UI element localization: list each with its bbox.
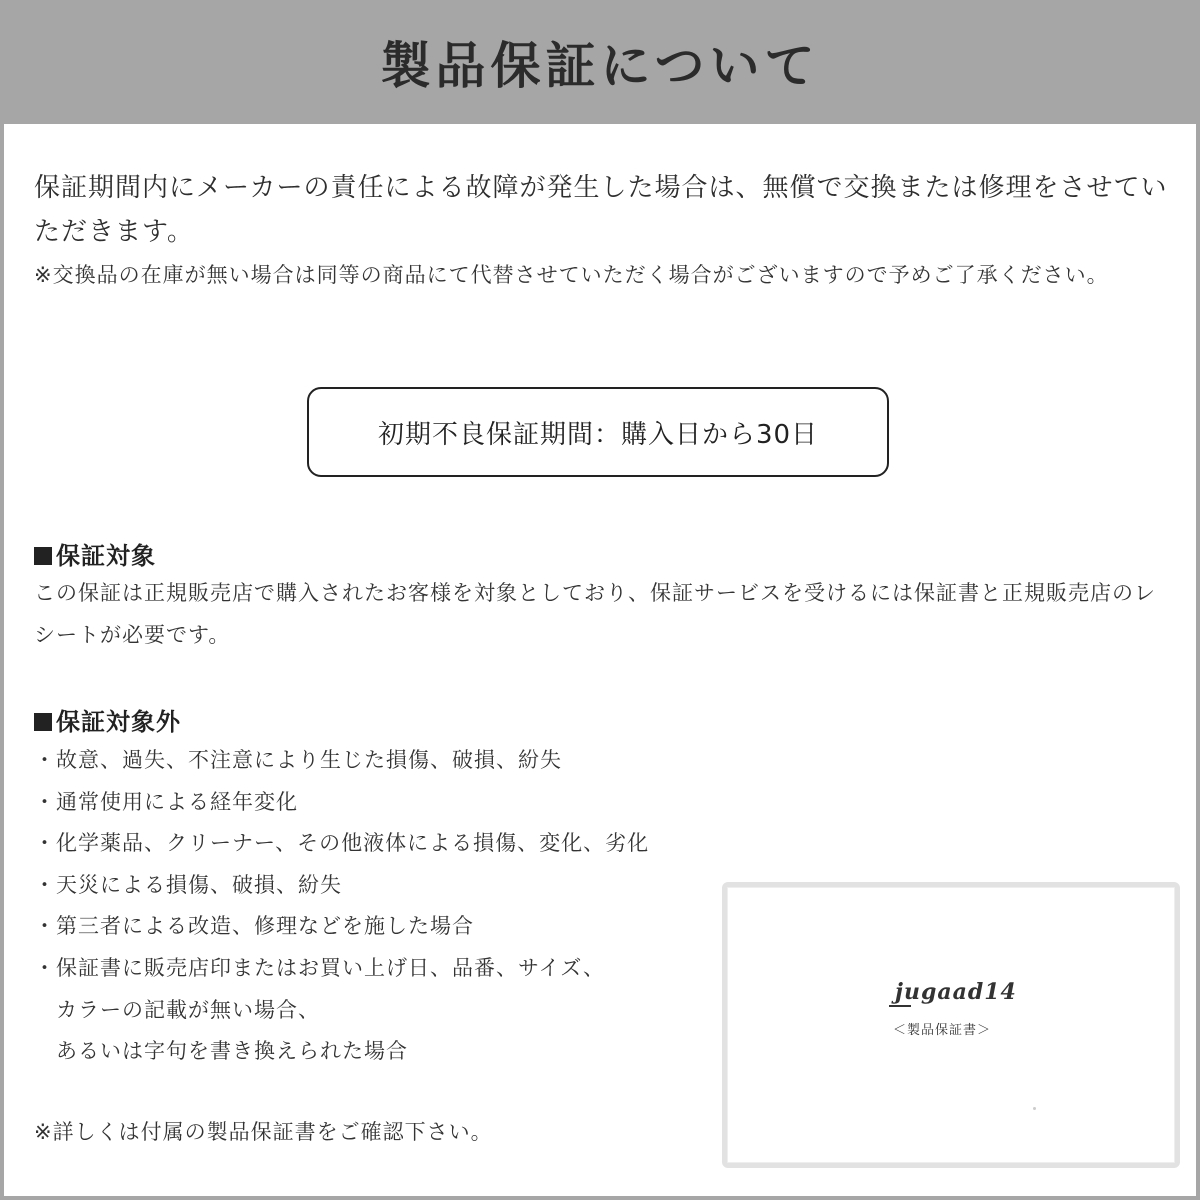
intro-text: 保証期間内にメーカーの責任による故障が発生した場合は、無償で交換または修理をさせていただきます。 bbox=[34, 173, 1168, 247]
excluded-title-text: 保証対象外 bbox=[56, 708, 181, 736]
covered-text: この保証は正規販売店で購入されたお客様を対象としており、保証サービスを受けるには保証書と正規販売店のレシートが必要です。 bbox=[34, 581, 1156, 647]
covered-section-title bbox=[34, 536, 156, 571]
list-item: カラーの記載が無い場合、 bbox=[34, 997, 320, 1022]
content-panel bbox=[4, 124, 1196, 1196]
footnote: ※詳しくは付属の製品保証書をご確認下さい。 bbox=[34, 1120, 493, 1144]
list-item: あるいは字句を書き換えられた場合 bbox=[34, 1039, 408, 1064]
list-item: ・保証書に販売店印またはお買い上げ日、品番、サイズ、 bbox=[34, 955, 605, 980]
warranty-period-text: 初期不良保証期間：購入日から30日 bbox=[377, 419, 819, 450]
warranty-card-image bbox=[722, 882, 1180, 1168]
page-header bbox=[0, 0, 1200, 124]
warranty-period-box bbox=[307, 387, 889, 477]
excluded-section-title bbox=[34, 702, 181, 737]
speck bbox=[1033, 1107, 1036, 1110]
page-title: 製品保証について bbox=[380, 37, 820, 95]
brand-logo: jugaad14 bbox=[895, 979, 1017, 1005]
logo-underline bbox=[889, 1005, 911, 1007]
covered-title-text: 保証対象 bbox=[56, 542, 156, 570]
square-bullet-icon bbox=[34, 547, 52, 565]
list-item: ・通常使用による経年変化 bbox=[34, 789, 298, 814]
warranty-card-subtitle: ＜製品保証書＞ bbox=[893, 1023, 992, 1038]
list-item: ・化学薬品、クリーナー、その他液体による損傷、変化、劣化 bbox=[34, 831, 650, 856]
intro-note: ※交換品の在庫が無い場合は同等の商品にて代替させていただく場合がございますので予めご了承ください。 bbox=[34, 263, 1109, 287]
excluded-list bbox=[34, 740, 649, 1073]
list-item: ・天災による損傷、破損、紛失 bbox=[34, 872, 342, 897]
square-bullet-icon bbox=[34, 713, 52, 731]
list-item: ・第三者による改造、修理などを施した場合 bbox=[34, 914, 474, 939]
list-item: ・故意、過失、不注意により生じた損傷、破損、紛失 bbox=[34, 748, 562, 772]
